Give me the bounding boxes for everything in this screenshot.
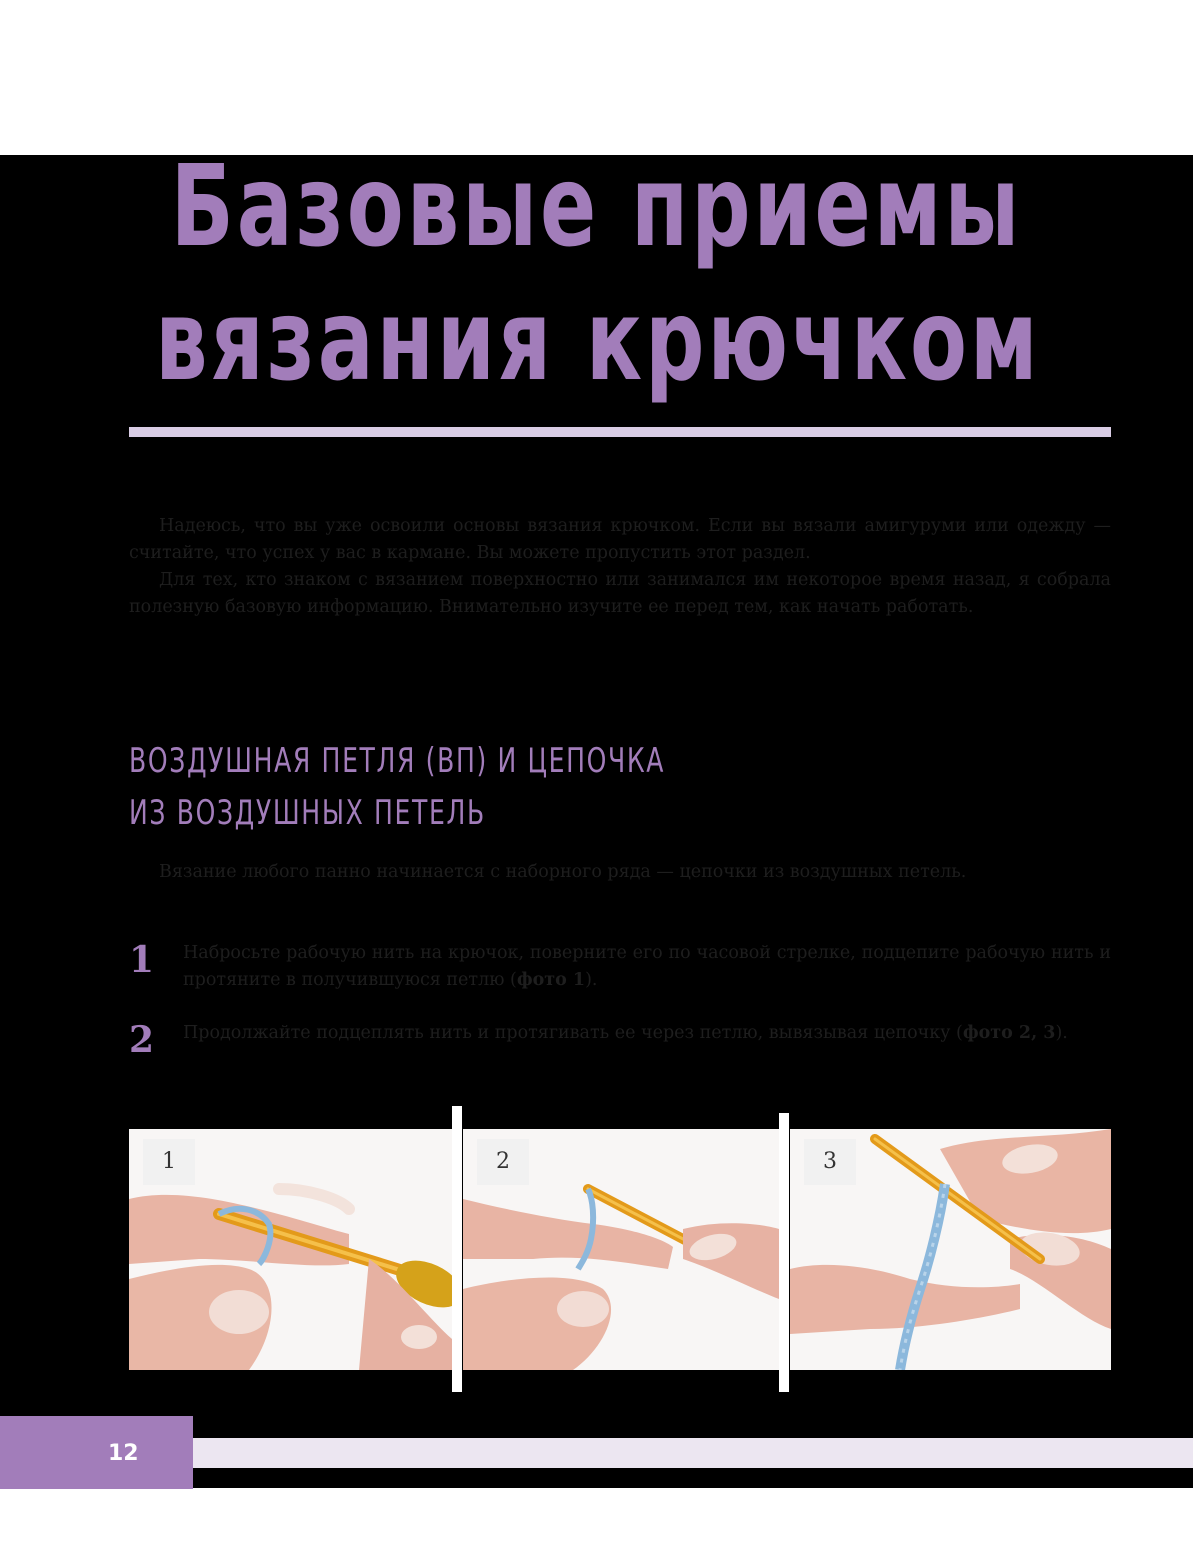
photo-1 (129, 1129, 452, 1370)
photo-reference: фото 1 (516, 970, 586, 990)
page-number: 12 (108, 1441, 139, 1466)
section-lead: Вязание любого панно начинается с наборного ряда — цепочки из воздушных петель. (159, 862, 967, 882)
section-heading-line-1: ВОЗДУШНАЯ ПЕТЛЯ (ВП) И ЦЕПОЧКА (129, 741, 666, 781)
photo-3 (790, 1129, 1111, 1370)
intro-text (129, 513, 1111, 621)
section-heading-line-2: ИЗ ВОЗДУШНЫХ ПЕТЕЛЬ (129, 793, 486, 833)
step-text (183, 1020, 1111, 1047)
page-number-tab (0, 1416, 193, 1489)
title-line-1: Базовые приемы (170, 142, 1023, 272)
intro-paragraph-2: Для тех, кто знаком с вязанием поверхностно или занимался им некоторое время назад, я собрала полезную базовую информацию. Внимательно изучите ее перед тем, как начать работать. (129, 570, 1111, 617)
title-line-2: вязания крючком (155, 276, 1041, 406)
page-title (155, 140, 1041, 408)
photo-divider (779, 1113, 789, 1392)
photo-reference: фото 2, 3 (962, 1023, 1056, 1043)
photo-divider (452, 1106, 462, 1392)
photo-label: 1 (143, 1139, 195, 1185)
footer-stripe (193, 1438, 1193, 1468)
step-number: 1 (129, 939, 155, 981)
photo-label: 2 (477, 1139, 529, 1185)
step-text-body: Набросьте рабочую нить на крючок, поверните его по часовой стрелке, подцепите рабочую нить и протяните в получившуюся петлю ( (183, 943, 1111, 990)
step-text-body: Продолжайте подцеплять нить и протягивать ее через петлю, вывязывая цепочку ( (183, 1023, 963, 1043)
section-heading (129, 735, 867, 839)
photo-label: 3 (804, 1139, 856, 1185)
step-number: 2 (129, 1019, 155, 1061)
step-text-end: ). (585, 970, 598, 990)
step-text-end: ). (1055, 1023, 1068, 1043)
intro-paragraph-1: Надеюсь, что вы уже освоили основы вязания крючком. Если вы вязали амигуруми или одежду — считайте, что успех у вас в кармане. Вы можете пропустить этот раздел. (129, 516, 1111, 563)
step-text (183, 940, 1111, 994)
title-underline (129, 427, 1111, 437)
photo-2 (463, 1129, 779, 1370)
